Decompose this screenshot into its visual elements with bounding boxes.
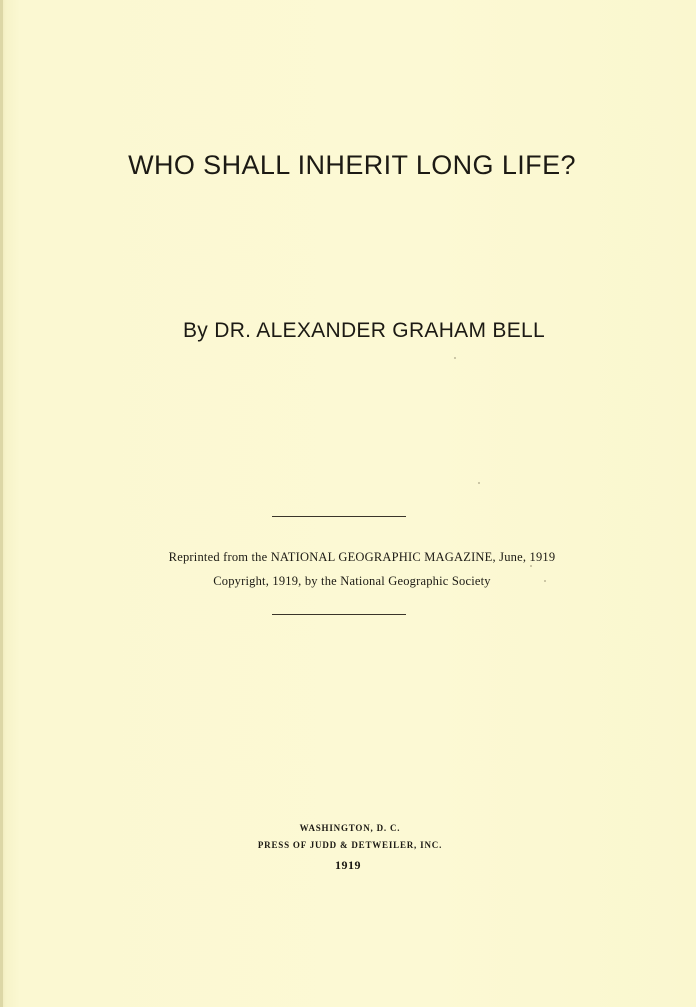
divider-rule-top	[272, 516, 406, 517]
paper-speck	[454, 357, 456, 359]
paper-speck	[530, 565, 532, 567]
paper-speck	[478, 482, 480, 484]
reprint-note: Reprinted from the NATIONAL GEOGRAPHIC MAGAZINE, June, 1919	[168, 550, 556, 564]
publication-year: 1919	[335, 858, 361, 872]
publisher-city: WASHINGTON, D. C.	[299, 823, 401, 833]
page-title: WHO SHALL INHERIT LONG LIFE?	[128, 150, 576, 180]
divider-rule-bottom	[272, 614, 406, 615]
author-byline: By DR. ALEXANDER GRAHAM BELL	[182, 319, 545, 342]
copyright-notice: Copyright, 1919, by the National Geographic Society	[213, 574, 491, 588]
publisher-press: PRESS OF JUDD & DETWEILER, INC.	[257, 840, 443, 850]
